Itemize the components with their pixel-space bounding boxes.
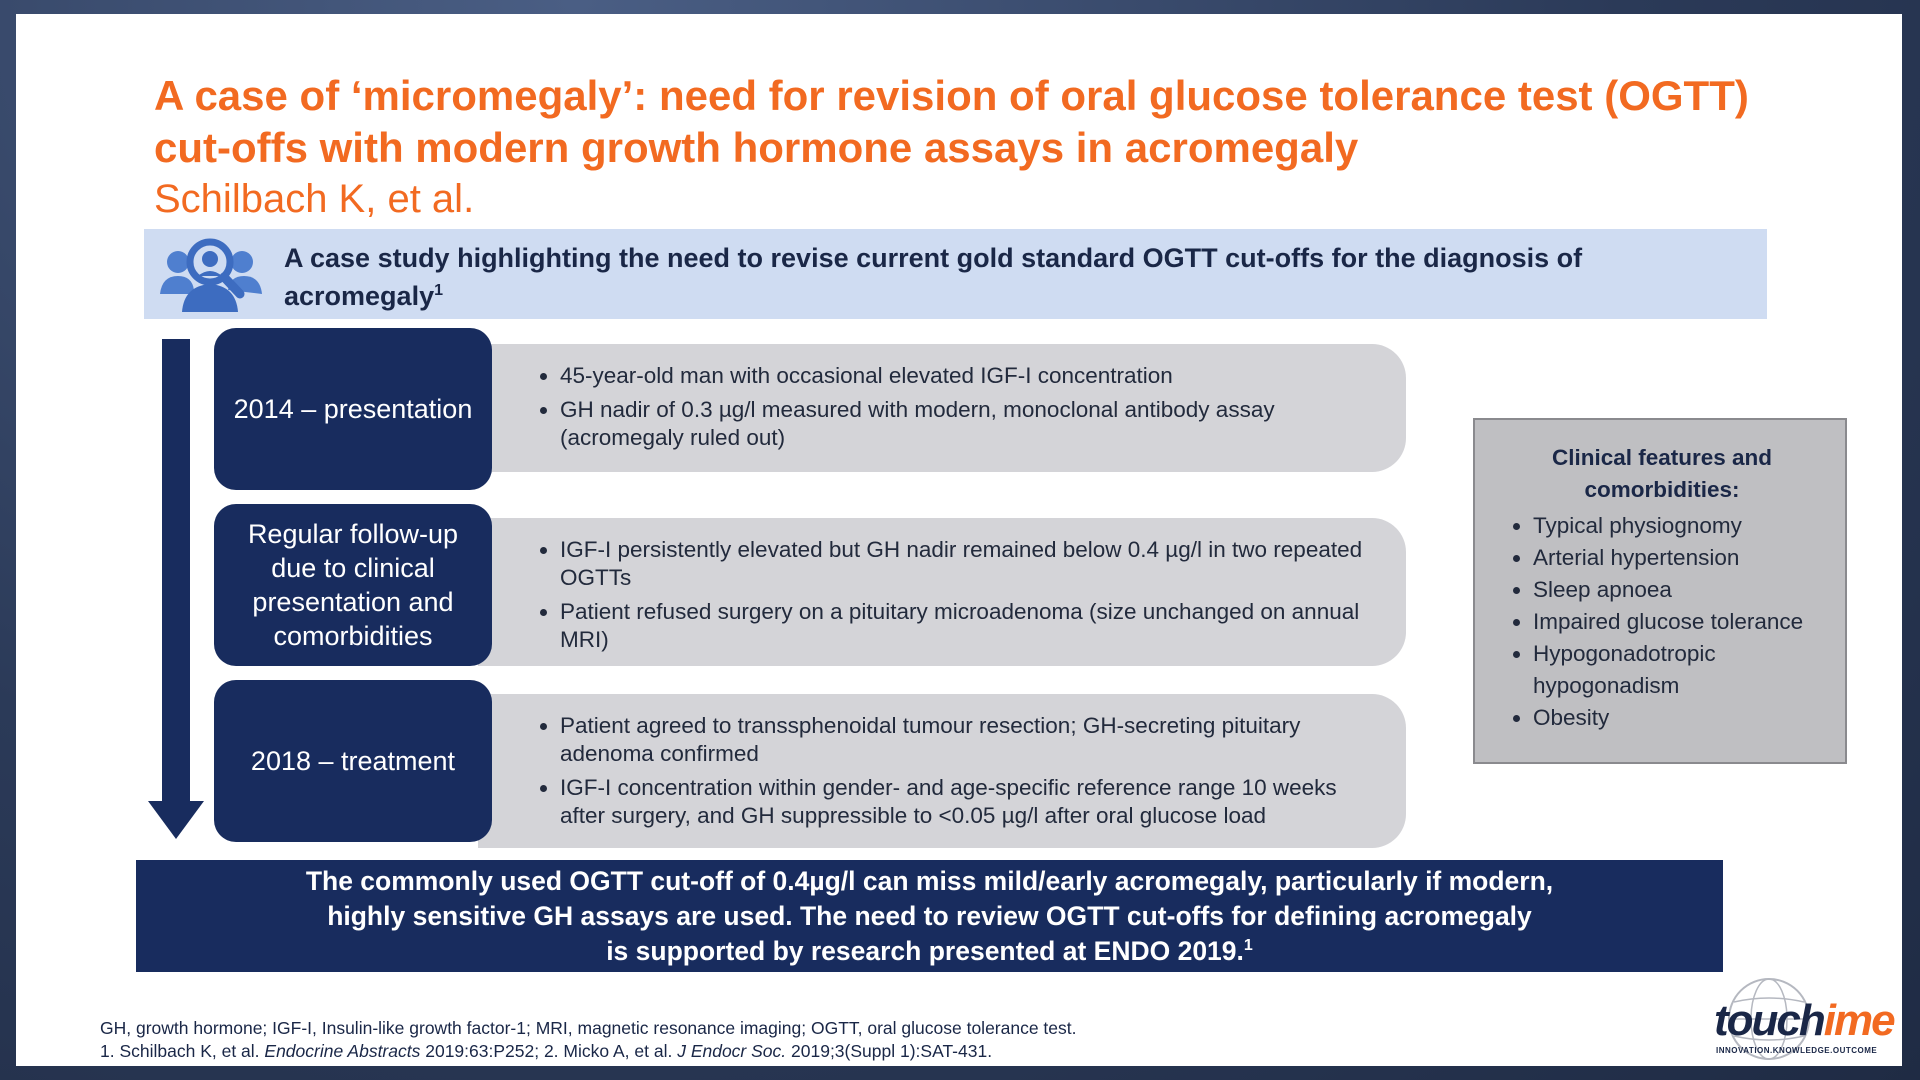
title-line-2: cut-offs with modern growth hormone assays in acromegaly [154,124,1359,171]
slide-subtitle: Schilbach K, et al. [154,177,475,221]
stage-label: 2018 – treatment [250,746,456,776]
clinical-features-title: Clinical features and comorbidities: [1551,445,1773,502]
detail-item: • IGF-I concentration within gender- and age-specific reference range 10 weeks after surgery, and GH suppressible to <0.05 µg/l after oral glucose load [560,774,1386,830]
details-list [518,362,1386,452]
details-list [518,536,1386,654]
summary-banner [144,229,1767,319]
clinical-features-box [1473,418,1847,764]
stage-follow-up-details [478,518,1406,666]
abbreviations-footnote: GH, growth hormone; IGF-I, Insulin-like growth factor-1; MRI, magnetic resonance imaging; OGTT, oral glucose tolerance test. [100,1018,1077,1038]
detail-item: • Patient agreed to transsphenoidal tumour resection; GH-secreting pituitary adenoma confirmed [560,712,1386,768]
slide-title [154,70,1754,174]
detail-item: • Patient refused surgery on a pituitary microadenoma (size unchanged on annual MRI) [560,598,1386,654]
feature-item: • Sleep apnoea [1533,574,1827,606]
feature-item: • Arterial hypertension [1533,542,1827,574]
conclusion-ref-sup: 1 [1243,937,1253,955]
details-list [518,712,1386,830]
stage-label: Regular follow-up due to clinical presentation and comorbidities [247,519,459,651]
ref2-suffix: 2019;3(Suppl 1):SAT-431. [786,1041,993,1061]
stage-label: 2014 – presentation [233,394,473,424]
title-line-1: A case of ‘micromegaly’: need for revision of oral glucose tolerance test (OGTT) [154,72,1749,119]
conclusion-line-1: The commonly used OGTT cut-off of 0.4µg/l can miss mild/early acromegaly, particularly if modern, [305,866,1554,896]
ref1-suffix: 2019:63:P252; 2. Micko A, et al. [420,1041,678,1061]
stage-presentation [214,328,492,490]
stage-treatment [214,680,492,842]
logo-ime: ime [1823,996,1894,1045]
banner-text [284,239,1684,315]
conclusion-line-3 [136,934,1723,969]
banner-ref-sup: 1 [434,282,443,299]
feature-item: • Impaired glucose tolerance [1533,606,1827,638]
ref2-journal: J Endocr Soc. [677,1041,787,1061]
logo-wordmark [1714,996,1894,1046]
logo-tagline: INNOVATION.KNOWLEDGE.OUTCOME [1716,1046,1878,1055]
banner-text-body: A case study highlighting the need to revise current gold standard OGTT cut-offs for the diagnosis of acromegaly [284,243,1583,311]
references-footnote [100,1040,1400,1063]
conclusion-box [136,860,1723,972]
detail-item: • 45-year-old man with occasional elevated IGF-I concentration [560,362,1386,390]
stage-treatment-details [478,694,1406,848]
ref1-journal: Endocrine Abstracts [264,1041,421,1061]
footnotes [100,1017,1400,1063]
timeline-arrow-icon [148,339,204,839]
conclusion-line-2: highly sensitive GH assays are used. The need to review OGTT cut-offs for defining acromegaly [327,901,1532,931]
ref1-prefix: 1. Schilbach K, et al. [100,1041,265,1061]
feature-item: • Obesity [1533,702,1827,734]
feature-item: • Typical physiognomy [1533,510,1827,542]
detail-item: • GH nadir of 0.3 µg/l measured with modern, monoclonal antibody assay (acromegaly ruled out) [560,396,1386,452]
detail-item: • IGF-I persistently elevated but GH nadir remained below 0.4 µg/l in two repeated OGTTs [560,536,1386,592]
logo-touch: touch [1714,996,1824,1045]
conclusion-line-3-text: is supported by research presented at ENDO 2019. [606,936,1244,966]
research-group-icon [156,232,266,317]
stage-follow-up [214,504,492,666]
slide [16,14,1902,1066]
clinical-features-list [1497,510,1827,734]
feature-item: • Hypogonadotropic hypogonadism [1533,638,1827,702]
touchime-logo [1708,974,1908,1064]
stage-presentation-details [478,344,1406,472]
